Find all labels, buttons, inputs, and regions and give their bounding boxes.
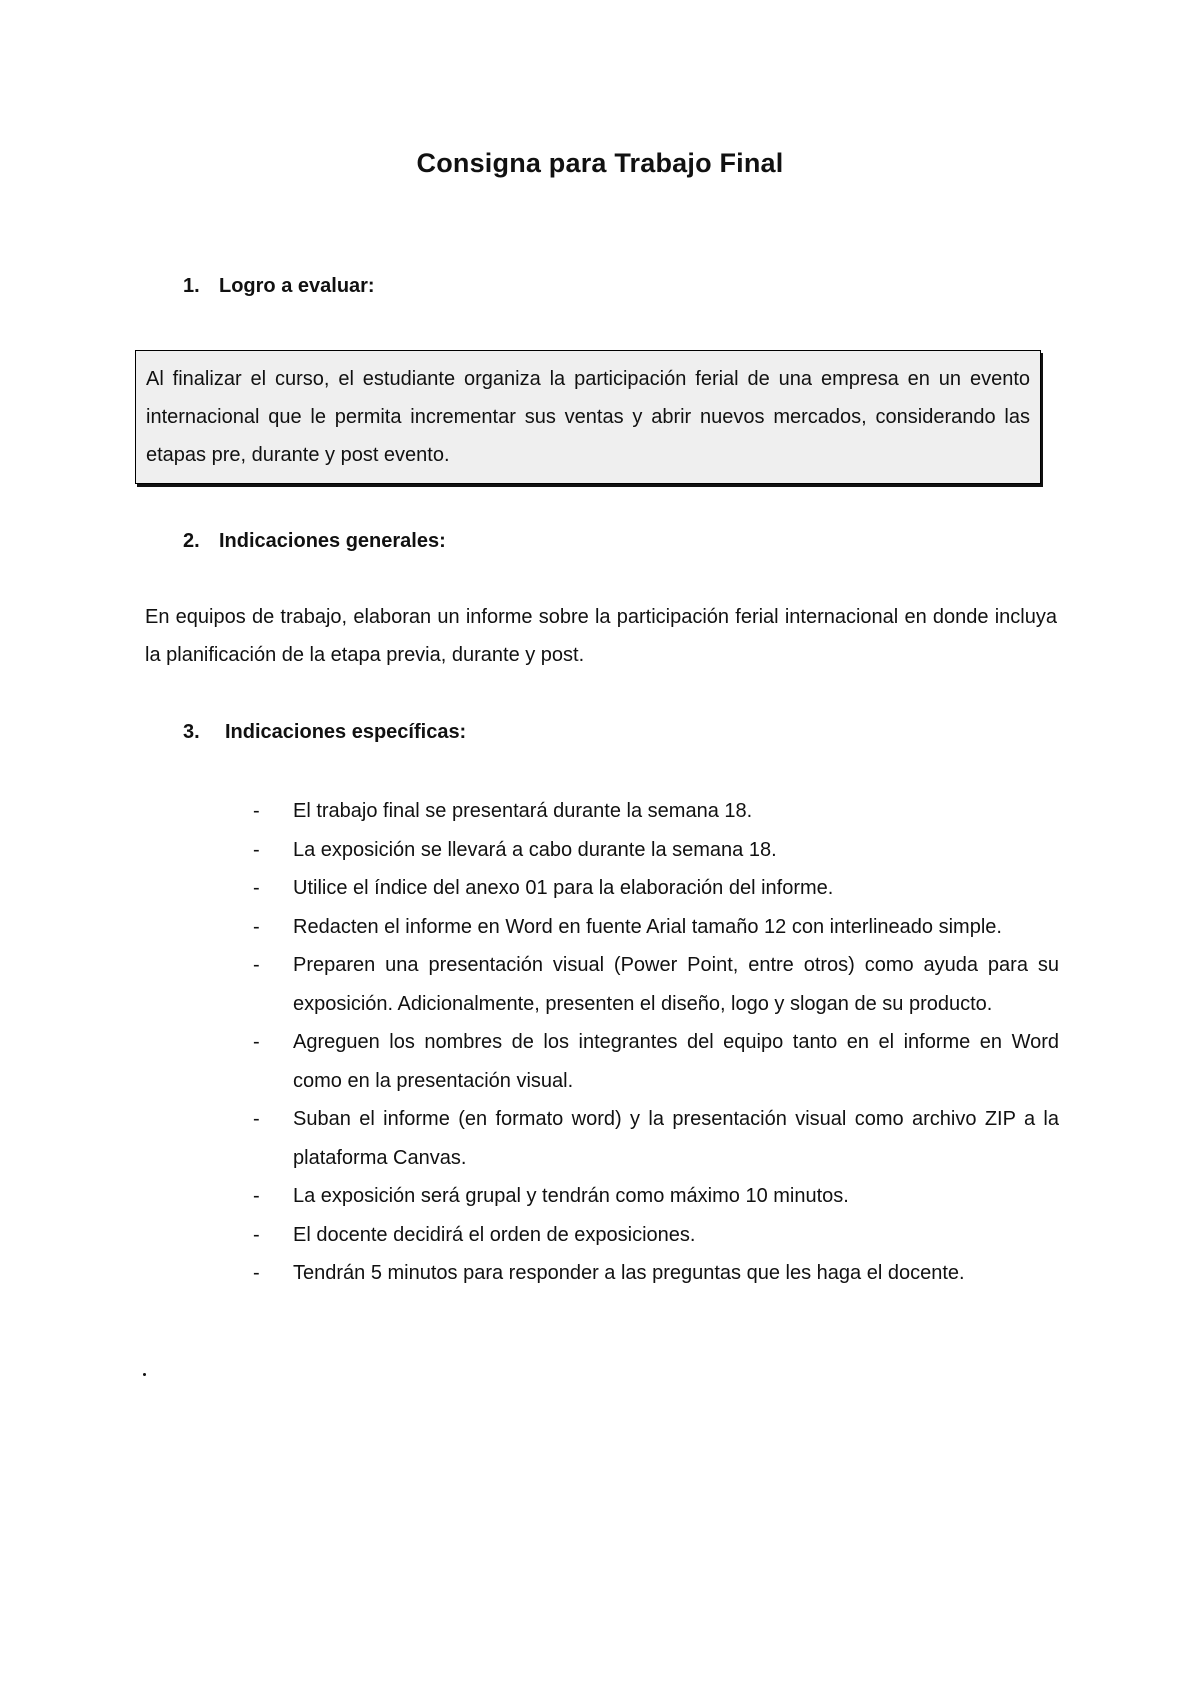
section-heading-indicaciones-especificas <box>183 721 466 744</box>
general-instructions-paragraph: En equipos de trabajo, elaboran un informe sobre la participación ferial internacional en donde incluya la planificación de la etapa previa, durante y post. <box>145 606 1057 666</box>
list-item <box>253 869 1059 908</box>
section-heading-logro <box>183 275 375 298</box>
list-item <box>253 908 1059 947</box>
list-item-text: Utilice el índice del anexo 01 para la elaboración del informe. <box>293 877 834 899</box>
list-item <box>253 1177 1059 1216</box>
bullet-dash: - <box>253 800 260 822</box>
list-item-text: Tendrán 5 minutos para responder a las preguntas que les haga el docente. <box>293 1262 965 1284</box>
bullet-dash: - <box>253 1108 260 1130</box>
bullet-dash: - <box>253 1185 260 1207</box>
list-item-text: El trabajo final se presentará durante la semana 18. <box>293 800 753 822</box>
section-number: 3. <box>183 721 200 743</box>
section-heading-text: Indicaciones generales: <box>219 530 446 552</box>
section-heading-indicaciones-generales <box>183 530 446 553</box>
bullet-dash: - <box>253 838 260 861</box>
list-item-text: Redacten el informe en Word en fuente Arial tamaño 12 con interlineado simple. <box>293 915 1002 938</box>
list-item <box>253 1100 1059 1177</box>
bullet-dash: - <box>253 915 260 938</box>
list-item <box>253 1216 1059 1255</box>
page-title: Consigna para Trabajo Final <box>416 148 784 178</box>
achievement-box: Al finalizar el curso, el estudiante organiza la participación ferial de una empresa en un evento internacional que le permita incrementar sus ventas y abrir nuevos mercados, considerando las etapas pre, durante y post evento. <box>135 350 1041 484</box>
trailing-period-mark <box>143 1373 146 1376</box>
specific-instructions-list <box>253 792 1059 1293</box>
list-item <box>253 831 1059 870</box>
list-item <box>253 1254 1059 1293</box>
bullet-dash: - <box>253 877 260 899</box>
bullet-dash: - <box>253 1031 260 1053</box>
list-item-text: Preparen una presentación visual (Power Point, entre otros) como ayuda para su exposición. Adicionalmente, presenten el diseño, logo y slogan de su producto. <box>293 954 1059 1015</box>
list-item-text: Suban el informe (en formato word) y la presentación visual como archivo ZIP a la plataforma Canvas. <box>293 1108 1059 1169</box>
list-item-text: Agreguen los nombres de los integrantes del equipo tanto en el informe en Word como en la presentación visual. <box>293 1031 1059 1092</box>
bullet-dash: - <box>253 1262 260 1284</box>
section-heading-text: Logro a evaluar: <box>219 275 375 297</box>
list-item <box>253 1023 1059 1100</box>
section-number: 1. <box>183 275 200 297</box>
list-item-text: El docente decidirá el orden de exposiciones. <box>293 1223 696 1246</box>
list-item <box>253 792 1059 831</box>
bullet-dash: - <box>253 1223 260 1246</box>
list-item-text: La exposición se llevará a cabo durante la semana 18. <box>293 838 777 861</box>
bullet-dash: - <box>253 954 260 976</box>
section-heading-text: Indicaciones específicas: <box>225 721 467 743</box>
section-number: 2. <box>183 530 200 552</box>
list-item <box>253 946 1059 1023</box>
list-item-text: La exposición será grupal y tendrán como máximo 10 minutos. <box>293 1185 849 1207</box>
